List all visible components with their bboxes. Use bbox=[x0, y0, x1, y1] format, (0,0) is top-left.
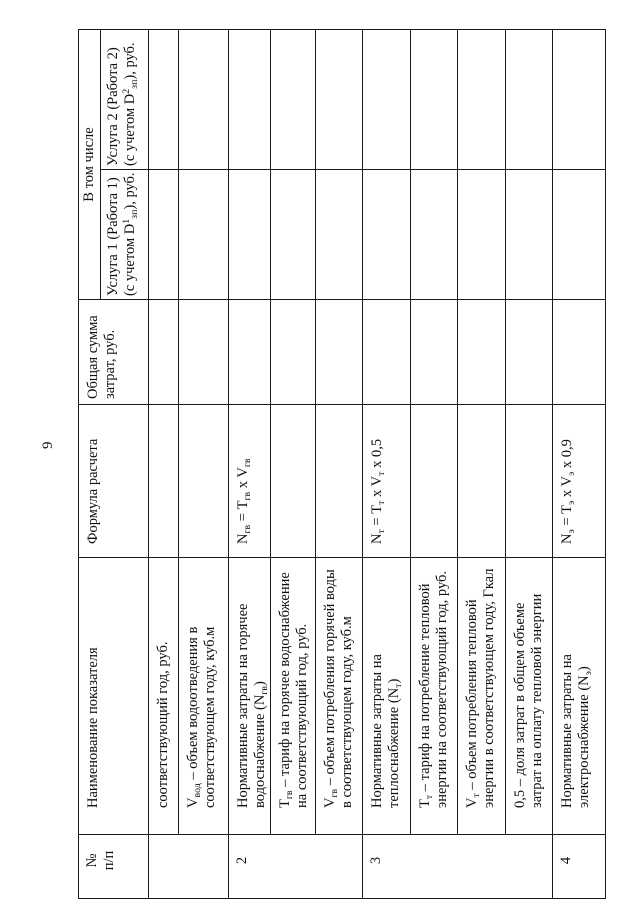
formula-lhs-subscript: гв bbox=[241, 524, 253, 534]
service-1-cost-cell bbox=[271, 170, 316, 300]
service-2-cost-cell bbox=[411, 29, 458, 169]
formula-cell bbox=[553, 405, 606, 558]
table-row bbox=[316, 29, 363, 898]
service-1-note-superscript: 1 bbox=[121, 218, 133, 224]
formula-volume-subscript: э bbox=[565, 471, 577, 477]
total-cost-cell bbox=[149, 300, 179, 405]
indicator-symbol: V bbox=[464, 797, 480, 808]
formula-multiply: x bbox=[235, 480, 251, 489]
total-cost-cell bbox=[229, 300, 271, 405]
indicator-symbol: Т bbox=[417, 799, 433, 808]
formula-cell bbox=[149, 405, 179, 558]
service-2-cost-cell bbox=[553, 29, 606, 169]
indicator-label: – объем потребления горячей воды в соответствующем году, куб.м bbox=[322, 569, 355, 808]
service-2-cost-cell bbox=[179, 29, 229, 169]
formula-lhs-subscript: т bbox=[375, 529, 387, 534]
indicator-cell bbox=[149, 558, 179, 835]
page-number: 9 bbox=[40, 441, 56, 449]
formula-tariff-subscript: т bbox=[375, 500, 387, 505]
indicator-label: – тариф на горячее водоснабжение на соответствующий год, руб. bbox=[277, 572, 310, 808]
service-2-cost-cell bbox=[229, 29, 271, 169]
indicator-symbol-subscript: т bbox=[423, 794, 435, 800]
formula-factor: 0,9 bbox=[559, 439, 575, 458]
formula-lhs-subscript: э bbox=[565, 529, 577, 534]
indicator-symbol-subscript: гв bbox=[283, 790, 295, 800]
indicator-label: – объем потребления тепловой энергии в соответствующем году, Гкал bbox=[464, 568, 497, 808]
table-row bbox=[506, 29, 553, 898]
indicator-cell bbox=[316, 558, 363, 835]
total-cost-cell bbox=[553, 300, 606, 405]
service-2-note-end: ), руб. bbox=[122, 42, 138, 80]
service-1-cost-cell bbox=[363, 170, 411, 300]
total-cost-cell bbox=[411, 300, 458, 405]
indicator-label-end: ) bbox=[252, 681, 268, 686]
formula-tariff-subscript: э bbox=[565, 500, 577, 505]
service-1-note bbox=[122, 172, 139, 296]
table-row bbox=[363, 29, 411, 898]
formula-cell bbox=[506, 405, 553, 558]
table-row bbox=[179, 29, 229, 898]
indicator-label: Нормативные затраты на электроснабжение (N bbox=[559, 654, 592, 808]
total-cost-cell bbox=[363, 300, 411, 405]
service-2-cost-cell bbox=[506, 29, 553, 169]
table-row bbox=[458, 29, 506, 898]
indicator-cell bbox=[229, 558, 271, 835]
header-formula: Формула расчета bbox=[79, 405, 149, 558]
indicator-cell bbox=[363, 558, 411, 835]
table-row bbox=[229, 29, 271, 898]
indicator-label-subscript: гв bbox=[258, 685, 270, 695]
total-cost-cell bbox=[271, 300, 316, 405]
service-1-note-start: (с учетом D bbox=[122, 223, 138, 296]
table-row bbox=[553, 29, 606, 898]
indicator-label: Нормативные затраты на теплоснабжение (N bbox=[369, 654, 402, 808]
formula-tariff: Т bbox=[369, 504, 385, 514]
formula-equals: = bbox=[369, 517, 385, 526]
service-1-cost-cell bbox=[179, 170, 229, 300]
header-indicator: Наименование показателя bbox=[79, 558, 149, 835]
header-service-1 bbox=[101, 170, 149, 300]
indicator-label-end: ) bbox=[386, 678, 402, 684]
service-2-note bbox=[122, 32, 139, 166]
indicator-cell bbox=[506, 558, 553, 835]
formula-multiply: x bbox=[369, 460, 385, 468]
indicator-symbol-subscript: гв bbox=[328, 788, 340, 798]
service-1-note-end: ), руб. bbox=[122, 172, 138, 210]
indicator-symbol: V bbox=[322, 797, 338, 808]
formula-cell bbox=[411, 405, 458, 558]
formula-tariff: Т bbox=[559, 504, 575, 514]
total-cost-cell bbox=[458, 300, 506, 405]
formula-lhs: N bbox=[369, 533, 385, 544]
service-1-title: Услуга 1 (Работа 1) bbox=[105, 177, 121, 296]
formula-cell bbox=[458, 405, 506, 558]
row-number-cell: 2 bbox=[229, 835, 363, 899]
formula-volume: V bbox=[235, 467, 251, 478]
table-row bbox=[411, 29, 458, 898]
header-row bbox=[79, 29, 101, 898]
indicator-label: 0,5 – доля затрат в общем объеме затрат на оплату тепловой энергии bbox=[512, 593, 545, 808]
service-2-cost-cell bbox=[316, 29, 363, 169]
table-row bbox=[271, 29, 316, 898]
service-2-cost-cell bbox=[363, 29, 411, 169]
formula-cell bbox=[316, 405, 363, 558]
header-including: В том числе bbox=[79, 29, 101, 299]
formula-tariff: Т bbox=[235, 500, 251, 510]
row-number-cell bbox=[149, 835, 229, 899]
header-number-abbr: п/п bbox=[101, 850, 117, 871]
formula-factor: 0,5 bbox=[369, 438, 385, 458]
service-2-note-subscript: зп bbox=[128, 79, 140, 89]
indicator-symbol-subscript: вод bbox=[191, 783, 203, 798]
service-2-note-superscript: 2 bbox=[121, 88, 133, 94]
row-number-cell: 4 bbox=[553, 835, 606, 899]
service-2-cost-cell bbox=[458, 29, 506, 169]
service-1-cost-cell bbox=[506, 170, 553, 300]
table-row bbox=[149, 29, 179, 898]
header-service-2 bbox=[101, 29, 149, 169]
row-number-cell: 3 bbox=[363, 835, 553, 899]
service-2-cost-cell bbox=[271, 29, 316, 169]
header-number-sign: № bbox=[84, 853, 100, 868]
service-1-cost-cell bbox=[553, 170, 606, 300]
formula-tariff-subscript: гв bbox=[241, 491, 253, 501]
indicator-symbol: Т bbox=[277, 799, 293, 808]
formula-multiply: x bbox=[559, 489, 575, 498]
formula-equals: = bbox=[235, 513, 251, 522]
indicator-label: соответствующий год, руб. bbox=[155, 641, 171, 808]
indicator-cell bbox=[553, 558, 606, 835]
service-2-cost-cell bbox=[149, 29, 179, 169]
indicator-symbol: V bbox=[185, 797, 201, 808]
total-cost-cell bbox=[506, 300, 553, 405]
service-1-cost-cell bbox=[411, 170, 458, 300]
service-1-cost-cell bbox=[149, 170, 179, 300]
indicator-label: – тариф на потребление тепловой энергии на соответствующий год, руб. bbox=[417, 570, 450, 808]
header-number bbox=[79, 835, 149, 899]
formula-volume-subscript: т bbox=[375, 471, 387, 476]
indicator-label-subscript: т bbox=[392, 683, 404, 688]
total-cost-cell bbox=[316, 300, 363, 405]
indicator-cell bbox=[271, 558, 316, 835]
formula-lhs: N bbox=[559, 533, 575, 544]
total-cost-cell bbox=[179, 300, 229, 405]
indicator-cell bbox=[179, 558, 229, 835]
formula-volume: V bbox=[559, 476, 575, 487]
formula-cell bbox=[229, 405, 271, 558]
service-2-note-start: (с учетом D bbox=[122, 93, 138, 166]
indicator-label-subscript: э bbox=[582, 671, 594, 676]
indicator-cell bbox=[458, 558, 506, 835]
formula-volume: V bbox=[369, 475, 385, 487]
service-1-note-subscript: зп bbox=[128, 209, 140, 219]
service-1-cost-cell bbox=[458, 170, 506, 300]
service-2-title: Услуга 2 (Работа 2) bbox=[105, 47, 121, 166]
formula-equals: = bbox=[559, 517, 575, 526]
formula-cell bbox=[179, 405, 229, 558]
cost-calculation-table bbox=[78, 29, 606, 899]
header-total-cost: Общая сумма затрат, руб. bbox=[79, 300, 149, 405]
formula-volume-subscript: гв bbox=[241, 458, 253, 468]
service-1-cost-cell bbox=[229, 170, 271, 300]
formula-cell bbox=[363, 405, 411, 558]
indicator-label: – объем водоотведения в соответствующем году, куб.м bbox=[185, 626, 218, 808]
formula-multiply: x bbox=[559, 460, 575, 469]
indicator-label: Нормативные затраты на горячее водоснабжение (N bbox=[235, 603, 268, 808]
formula-lhs: N bbox=[235, 533, 251, 544]
service-1-cost-cell bbox=[316, 170, 363, 300]
indicator-label-end: ) bbox=[576, 666, 592, 672]
formula-cell bbox=[271, 405, 316, 558]
indicator-symbol-subscript: т bbox=[470, 793, 482, 798]
indicator-cell bbox=[411, 558, 458, 835]
formula-multiply: x bbox=[369, 489, 385, 497]
